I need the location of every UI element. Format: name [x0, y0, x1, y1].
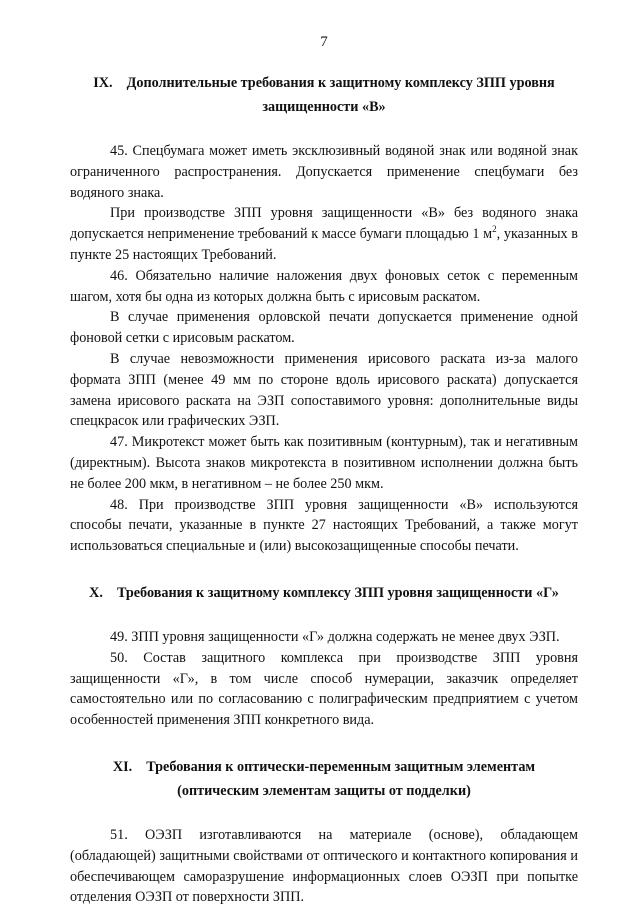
paragraph-51: 51. ОЭЗП изготавливаются на материале (основе), обладающем (обладающей) защитными свойствами от оптического и контактного копирования и обеспечивающем саморазрушение информационных слоев ОЭЗП при попытке отделения ОЭЗП от поверхности ЗПП. — [70, 826, 578, 906]
paragraph-46: 46. Обязательно наличие наложения двух фоновых сеток с переменным шагом, хотя бы одна из которых должна быть с ирисовым раскатом. — [70, 267, 578, 305]
section-xi-number: XI. — [112, 758, 133, 775]
section-xi — [70, 755, 578, 908]
section-ix-number: IX. — [93, 75, 113, 91]
paragraph-45-continuation: При производстве ЗПП уровня защищенности «В» без водяного знака допускается неприменение требований к массе бумаги площадью 1 $м^2$, указанных в пункте 25 настоящих Требований. — [70, 205, 578, 263]
paragraph-50: 50. Состав защитного комплекса при производстве ЗПП уровня защищенности «Г», в том числе способ нумерации, заказчик определяет самостоятельно или по согласованию с полиграфическим предприятием с учетом особенностей применения ЗПП конкретного вида. — [70, 649, 578, 729]
section-x-heading — [70, 581, 578, 605]
section-ix-title-line1: Дополнительные требования к защитному комплексу ЗПП уровня — [126, 75, 555, 91]
paragraph-46-iris-replacement: В случае невозможности применения ирисового раската из-за малого формата ЗПП (менее 49 мм по стороне вдоль ирисового раската) допускается замена ирисового раската на ЭЗП сопоставимого уровня: дополнительные виды спецкрасок или графических ЭЗП. — [70, 350, 578, 430]
paragraph-49: 49. ЗПП уровня защищенности «Г» должна содержать не менее двух ЭЗП. — [110, 628, 560, 645]
section-x-title-line1: Требования к защитному комплексу ЗПП уровня защищенности «Г» — [116, 584, 559, 601]
section-xi-title-line1: Требования к оптически-переменным защитным элементам — [146, 758, 536, 775]
paragraph-48: 48. При производстве ЗПП уровня защищенности «В» используются способы печати, указанные в пункте 27 настоящих Требований, а также могут использоваться специальные и (или) высокозащищенные способы печати. — [70, 496, 578, 555]
page-number: 7 — [320, 34, 328, 50]
section-ix-title-line2: защищенности «В» — [262, 99, 386, 115]
section-xi-heading — [70, 755, 578, 803]
paragraph-46-orlov-printing: В случае применения орловской печати допускается применение одной фоновой сетки с ирисовым раскатом. — [70, 309, 578, 347]
section-xi-title-line2: (оптическим элементам защиты от подделки) — [177, 782, 471, 799]
paragraph-45: 45. Спецбумага может иметь эксклюзивный водяной знак или водяной знак ограниченного распространения. Допускается применение спецбумаги без водяного знака. — [70, 143, 578, 201]
section-x — [70, 581, 578, 731]
paragraph-47: 47. Микротекст может быть как позитивным (контурным), так и негативным (директным). Высота знаков микротекста в позитивном исполнении должна быть не более 200 мкм, в негативном – не более 250 мкм. — [70, 434, 578, 492]
section-ix — [70, 71, 578, 557]
section-ix-heading — [70, 71, 578, 119]
section-x-number: X. — [89, 584, 103, 601]
